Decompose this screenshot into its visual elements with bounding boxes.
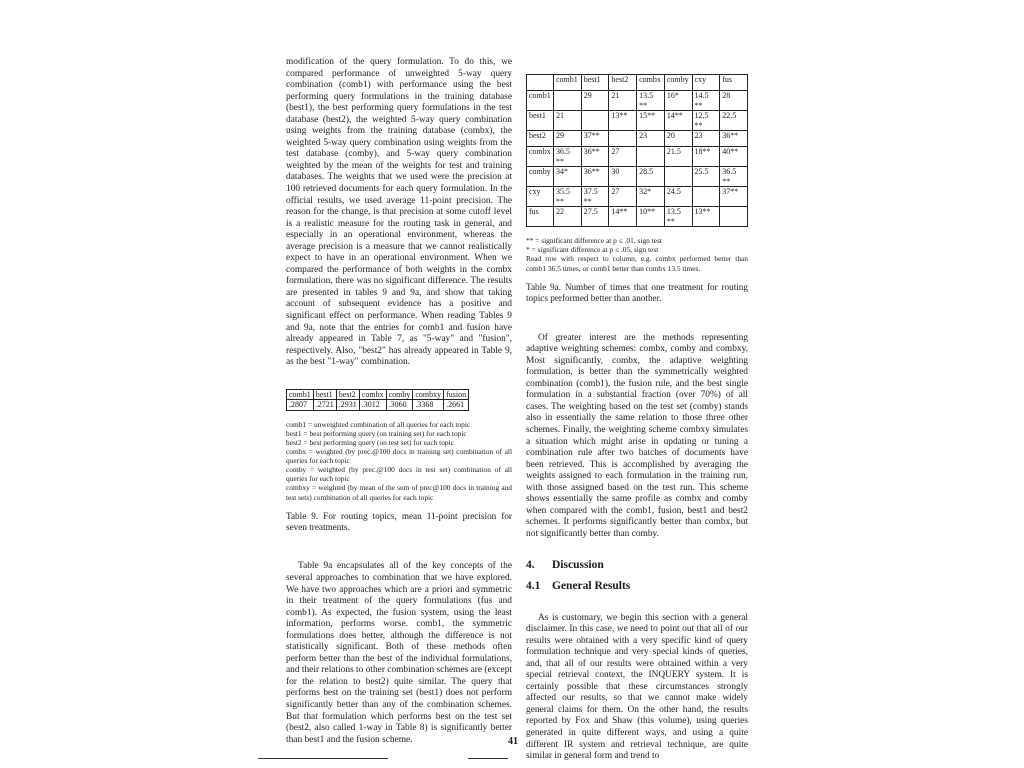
table-9a-cell: 36** — [720, 131, 748, 147]
table-9a-cell: 34* — [554, 167, 582, 187]
subsection-heading-general-results — [526, 581, 748, 593]
table-9-header: combx — [359, 389, 386, 400]
table-9a-cell: 27.5 — [581, 207, 609, 227]
table-9a-cell: 23 — [637, 131, 665, 147]
table-9a-cell: 22.5 — [720, 111, 748, 131]
intro-paragraph: modification of the query formulation. To do this, we compared performance of unweighted 5-way query combination (comb1) with performance using the best performing query formulations in the training database (best1), the best performing query formulations in the test database (best2), the weighted 5-way query combination using weights from the training database (combx), the weighted 5-way query combination using weights from the test database (comby), and 5-way query combination weighted by the mean of the weights for test and training databases. The weights that we used were the precision at 100 retrieved documents for each query formulation. In the official results, we used average 11-point precision. The reason for the change, is that precision at some cutoff level is a realistic measure for the routing task in general, and especially in an operational environment, whereas the average precision is a measure that we cannot realistically expect to have in an operational environment. When we compared the performance of both weights in the combx formulation, there was no significant difference. The results are presented in tables 9 and 9a, and show that taking account of subsequent evidence has a positive and significant effect on performance. When reading Tables 9 and 9a, note that the entries for comb1 and fusion have already appeared in Table 7, as "5-way" and "fusion", respectively. Also, "best2" has already appeared in Table 9, as the best "1-way" combination. — [286, 57, 512, 368]
table-9a-cell: 32* — [637, 187, 665, 207]
table-9a-cell: 37** — [581, 131, 609, 147]
table-9a-cell: 13** — [609, 111, 637, 131]
table-9 — [286, 389, 469, 411]
table-9a-header: combx — [637, 75, 665, 91]
table-9a-cell — [637, 147, 665, 167]
page-number: 41 — [508, 736, 518, 747]
body-paragraph: Table 9a encapsulates all of the key concepts of the several approaches to combination that we have explored. We have two approaches which are a priori and symmetric in their treatment of the query formulations (fus and comb1). As expected, the fusion system, using the least information, performs worse. comb1, the symmetric formulations does better, although the difference is not statistically significant. Both of these methods often perform better than the best of the individual formulations, and their relations to other combination schemes are (except for the relation to best2) quite similar. The query that performs best on the training set (best1) does not perform significantly better than any of the combination schemes. But that formulation which performs best on the test set (best2, also called 1-way in Table 8) is significantly better than best1 and the fusion scheme. — [286, 561, 512, 745]
table-9-header: combxy — [413, 389, 444, 400]
footer-rule — [258, 758, 388, 759]
legend-line: comby = weighted (by prec.@100 docs in test set) combination of all queries for each topic — [286, 465, 512, 484]
table-9a-row — [527, 131, 748, 147]
table-9a-cell: 14** — [609, 207, 637, 227]
table-9a-cell: 37** — [720, 187, 748, 207]
table-9a-header-row — [527, 75, 748, 91]
table-9a-row — [527, 207, 748, 227]
table-9a-header: comby — [664, 75, 692, 91]
table-9a-cell: 37.5 ** — [581, 187, 609, 207]
table-9a-cell: 27 — [609, 147, 637, 167]
table-9a-cell: 35.5 ** — [554, 187, 582, 207]
table-9a-cell — [581, 111, 609, 131]
table-9a-cell: 21 — [609, 91, 637, 111]
significance-note: * = significant difference at p ≤ .05, sign test — [526, 245, 659, 255]
section-heading-discussion — [526, 560, 748, 572]
table-9-header: fusion — [444, 389, 469, 400]
table-9a-cell — [664, 167, 692, 187]
table-9-legend — [286, 420, 512, 502]
table-9-value: .2931 — [336, 400, 359, 411]
table-9a-cell: 36.5 ** — [554, 147, 582, 167]
table-9a-header: best1 — [581, 75, 609, 91]
table-9a-cell: 12.5 ** — [692, 111, 720, 131]
table-9a-cell: 14.5 ** — [692, 91, 720, 111]
table-9a-cell: 29 — [554, 131, 582, 147]
table-9a-cell — [609, 131, 637, 147]
table-9-value: .2807 — [287, 400, 314, 411]
adaptive-weighting-paragraph: Of greater interest are the methods representing adaptive weighting schemes: combx, comby and combxy. Most significantly, combx, the adaptive weighting formulation, is better than the symmetrically weighted combination (comb1), the fusion rule, and the best single formulation in a substantial fraction (over 70%) of all cases. The weighting based on the test set (comby) stands also in essentially the same relation to those three other schemes. Finally, the weighting scheme combxy simulates a situation which might arise in updating or tuning a combination rule after two batches of documents have been retrieved. This is accomplished by averaging the weights assigned to each formulation in the training run, with those assigned based on the test run. This scheme shows essentially the same profile as combx and comby when compared with the comb1, fusion, best1 and best2 schemes. It performs significantly better than combx, but not significantly better than comby. — [526, 332, 748, 539]
table-9a-cell: 22 — [554, 207, 582, 227]
table-9a-cell: 21 — [554, 111, 582, 131]
table-9a-cell: 28 — [720, 91, 748, 111]
table-9a-cell: 24.5 — [664, 187, 692, 207]
table-9a-cell — [554, 91, 582, 111]
table-9a-cell: 13** — [692, 207, 720, 227]
table-9a-cell: 27 — [609, 187, 637, 207]
table-9a-cell: 15** — [637, 111, 665, 131]
table-9-header: best1 — [313, 389, 336, 400]
table-9a-cell: 28.5 — [637, 167, 665, 187]
general-results-paragraph: As is customary, we begin this section with a general disclaimer. In this case, we need to point out that all of our results were obtained with a very specific kind of query formulation technique and very special kinds of queries, and, that all of our results were obtained within a very special retrieval context, the INQUERY system. It is certainly possible that these circumstances strongly affected our results, so that we cannot make widely general claims for them. On the other hand, the results reported by Fox and Shaw (this volume), using queries generated in quite different ways, and using a quite different IR system and retrieval technique, are quite similar in general form and trend to — [526, 612, 748, 762]
table-9a-row-header: best1 — [527, 111, 554, 131]
legend-line: combx = weighted (by prec.@100 docs in training set) combination of all queries for each topic — [286, 447, 512, 466]
table-9a — [526, 74, 748, 227]
table-9a-row-header: best2 — [527, 131, 554, 147]
footer-rule — [468, 758, 508, 759]
table-9a-row-header: fus — [527, 207, 554, 227]
table-9-value: .3060 — [386, 400, 413, 411]
table-9-caption: Table 9. For routing topics, mean 11-point precision for seven treatments. — [286, 510, 512, 533]
table-9a-cell: 29 — [581, 91, 609, 111]
table-9a-cell: 16* — [664, 91, 692, 111]
table-9a-caption: Table 9a. Number of times that one treatment for routing topics performed better than another. — [526, 281, 748, 304]
table-9a-cell: 23 — [692, 131, 720, 147]
table-9a-cell: 36.5 ** — [720, 167, 748, 187]
right-column — [526, 74, 748, 763]
table-9-value: .2721 — [313, 400, 336, 411]
table-9a-cell: 30 — [609, 167, 637, 187]
legend-line: combxy = weighted (by mean of the sum of prec@100 docs in training and test sets) combination of all queries for each topic — [286, 483, 512, 502]
table-9a-row — [527, 167, 748, 187]
table-9a-header: best2 — [609, 75, 637, 91]
legend-line: best1 = best performing query (on training set) for each topic — [286, 428, 467, 438]
section-number: 4.1 — [526, 580, 541, 593]
table-9a-row — [527, 111, 748, 131]
table-9a-header: cxy — [692, 75, 720, 91]
table-9-value: .3012 — [359, 400, 386, 411]
section-title: Discussion — [552, 559, 604, 572]
legend-line: comb1 = unweighted combination of all queries for each topic — [286, 419, 471, 429]
table-9a-row-header: comb1 — [527, 91, 554, 111]
table-9-header: comb1 — [287, 389, 314, 400]
table-9a-row — [527, 187, 748, 207]
section-number: 4. — [526, 559, 535, 572]
left-column — [286, 57, 512, 746]
table-9a-cell: 10** — [637, 207, 665, 227]
table-9-value: .3368 — [413, 400, 444, 411]
table-9-value: .2661 — [444, 400, 469, 411]
table-9a-cell — [720, 207, 748, 227]
table-9a-cell: 36** — [581, 167, 609, 187]
table-9-value-row — [287, 400, 469, 411]
table-9a-header: fus — [720, 75, 748, 91]
table-9a-notes — [526, 236, 748, 273]
table-9a-corner — [527, 75, 554, 91]
table-9a-cell: 20 — [664, 131, 692, 147]
table-9a-cell: 14** — [664, 111, 692, 131]
table-9a-cell: 21.5 — [664, 147, 692, 167]
table-9a-row-header: comby — [527, 167, 554, 187]
table-9a-cell — [692, 187, 720, 207]
table-9a-cell: 13.5 ** — [664, 207, 692, 227]
table-9a-cell: 13.5 ** — [637, 91, 665, 111]
legend-line: best2 = best performing query (on test set) for each topic — [286, 437, 454, 447]
table-9a-row — [527, 91, 748, 111]
table-9a-header: comb1 — [554, 75, 582, 91]
significance-note: ** = significant difference at p ≤ .01, sign test — [526, 236, 662, 245]
table-9a-row — [527, 147, 748, 167]
table-9a-cell: 25.5 — [692, 167, 720, 187]
section-title: General Results — [552, 580, 631, 593]
table-9a-cell: 36** — [581, 147, 609, 167]
table-9a-row-header: combx — [527, 147, 554, 167]
reading-note: Read row with respect to column, e.g. combx performed better than comb1 36.5 times, or comb1 better than combx 13.5 times. — [526, 254, 748, 273]
table-9-header: comby — [386, 389, 413, 400]
table-9a-cell: 40** — [720, 147, 748, 167]
table-9a-row-header: cxy — [527, 187, 554, 207]
table-9a-cell: 18** — [692, 147, 720, 167]
table-9-header: best2 — [336, 389, 359, 400]
table-9-header-row — [287, 389, 469, 400]
